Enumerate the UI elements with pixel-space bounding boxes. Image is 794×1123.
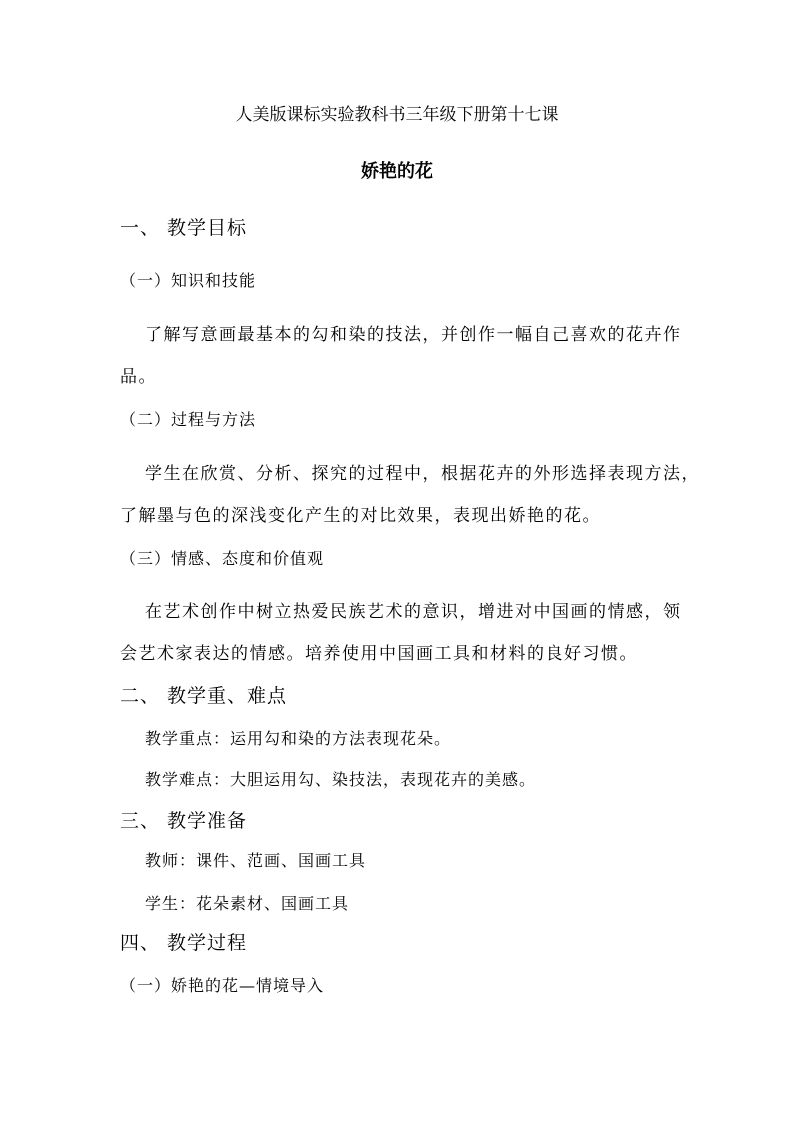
lesson-title: 娇艳的花	[361, 161, 433, 182]
section-3-item-2: 学生：花朵素材、国画工具	[145, 894, 350, 913]
section-2-item-1: 教学重点：运用勾和染的方法表现花朵。	[145, 729, 452, 748]
section-1-heading: 一、 教学目标	[120, 217, 248, 239]
section-4-sub-1-heading: （一）娇艳的花—情境导入	[120, 976, 325, 995]
section-1-sub-1-heading: （一）知识和技能	[120, 271, 257, 290]
section-1-sub-2-line-2: 了解墨与色的深浅变化产生的对比效果，表现出娇艳的花。	[120, 506, 601, 526]
section-4-heading: 四、 教学过程	[120, 932, 248, 954]
section-3-item-1: 教师：课件、范画、国画工具	[145, 851, 367, 870]
section-2-heading: 二、 教学重、难点	[120, 685, 288, 707]
section-1-sub-3-heading: （三）情感、态度和价值观	[120, 549, 325, 568]
section-1-sub-1-line-1: 了解写意画最基本的勾和染的技法，并创作一幅自己喜欢的花卉作	[145, 325, 682, 345]
section-1-sub-3-line-1: 在艺术创作中树立热爱民族艺术的意识，增进对中国画的情感，领	[145, 602, 682, 622]
lesson-subtitle: 人美版课标实验教科书三年级下册第十七课	[235, 105, 559, 125]
section-1-sub-3-line-2: 会艺术家表达的情感。培养使用中国画工具和材料的良好习惯。	[120, 644, 638, 664]
section-1-sub-2-line-1: 学生在欣赏、分析、探究的过程中，根据花卉的外形选择表现方法，	[145, 464, 700, 484]
section-1-sub-1-line-2: 品。	[120, 367, 157, 387]
section-1-sub-2-heading: （二）过程与方法	[120, 410, 257, 429]
section-3-heading: 三、 教学准备	[120, 810, 248, 832]
section-2-item-2: 教学难点：大胆运用勾、染技法，表现花卉的美感。	[145, 770, 537, 789]
